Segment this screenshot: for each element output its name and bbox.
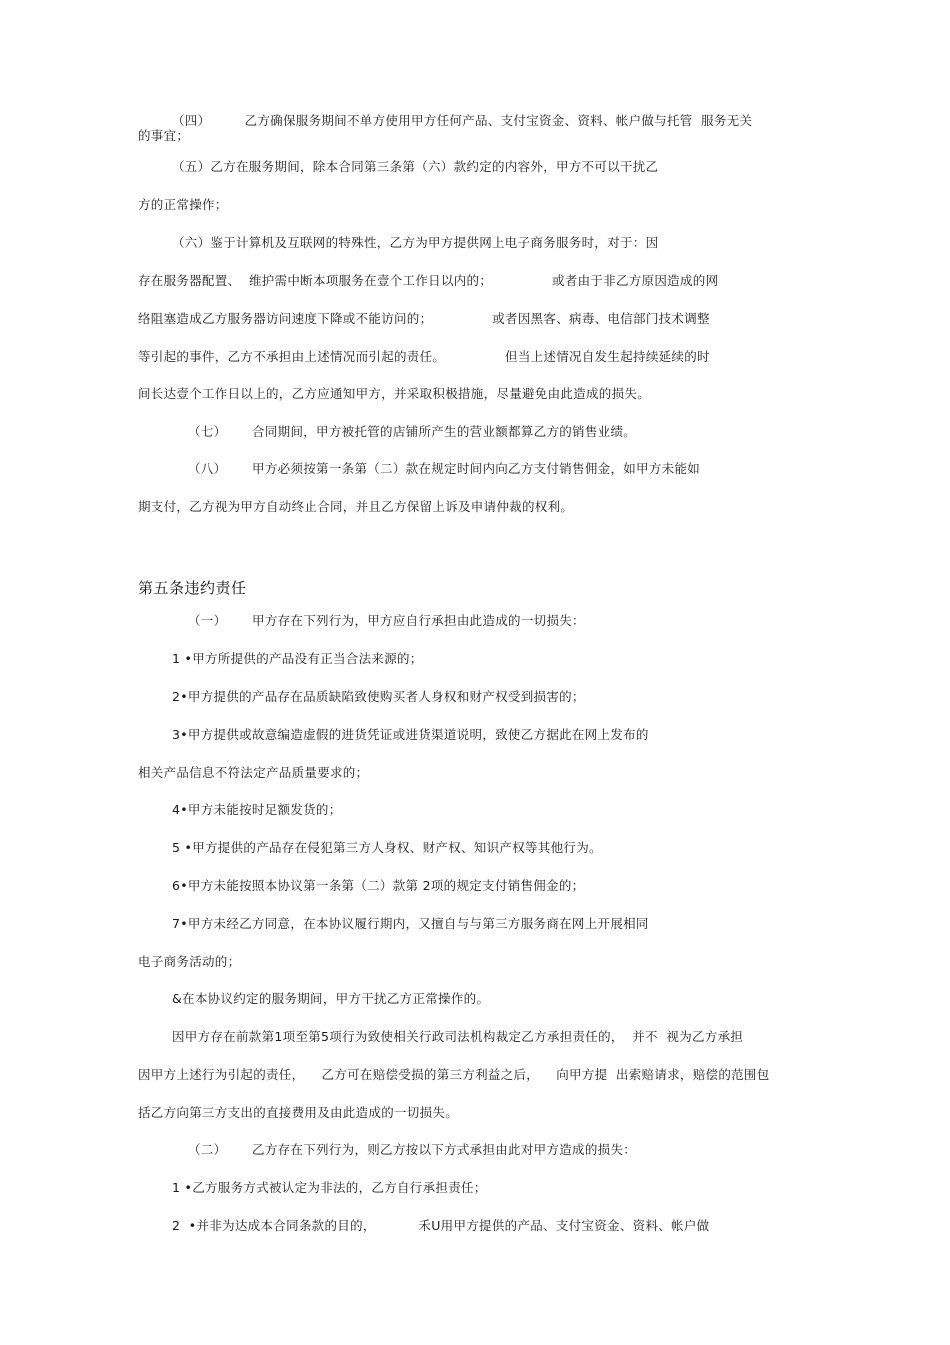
clause-4-6-line-2: 存在服务器配置、 维护需中断本项服务在壹个工作日以内的； 或者由于非乙方原因造成的网 bbox=[138, 273, 719, 288]
clause-4-8-line-2: 期支付，乙方视为甲方自动终止合同，并且乙方保留上诉及申请仲裁的权利。 bbox=[138, 499, 574, 514]
clause-5-2-item-2: 2 •并非为达成本合同条款的目的， 禾U用甲方提供的产品、支付宝资金、资料、帐户做 bbox=[172, 1218, 710, 1233]
clause-5-2-item-1: 1 •乙方服务方式被认定为非法的，乙方自行承担责任； bbox=[172, 1180, 487, 1195]
clause-5-1-item-2: 2•甲方提供的产品存在品质缺陷致使购买者人身权和财产权受到损害的； bbox=[172, 689, 585, 704]
clause-5-1-liability-line-2: 因甲方上述行为引起的责任， 乙方可在赔偿受损的第三方利益之后， 向甲方提 出索赔请求，赔偿的范围包 bbox=[138, 1067, 770, 1082]
clause-5-1-item-1: 1 •甲方所提供的产品没有正当合法来源的； bbox=[172, 651, 423, 666]
clause-5-1-item-8: &在本协议约定的服务期间，甲方干扰乙方正常操作的。 bbox=[172, 991, 490, 1006]
clause-5-2-intro: （二） 乙方存在下列行为，则乙方按以下方式承担由此对甲方造成的损失： bbox=[188, 1142, 637, 1157]
clause-5-1-item-3-line-2: 相关产品信息不符法定产品质量要求的； bbox=[138, 765, 369, 780]
clause-5-1-liability-line-1: 因甲方存在前款第1项至第5项行为致使相关行政司法机构裁定乙方承担责任的， 并不 视为乙方承担 bbox=[172, 1029, 744, 1044]
clause-4-5-line-2: 方的正常操作； bbox=[138, 197, 228, 212]
clause-5-1-item-3-line-1: 3•甲方提供或故意编造虚假的进货凭证或进货渠道说明，致使乙方据此在网上发布的 bbox=[172, 727, 649, 742]
clause-5-1-item-5: 5 •甲方提供的产品存在侵犯第三方人身权、财产权、知识产权等其他行为。 bbox=[172, 840, 602, 855]
clause-4-5-line-1: （五）乙方在服务期间，除本合同第三条第（六）款约定的内容外，甲方不可以干扰乙 bbox=[172, 159, 659, 174]
clause-4-8-line-1: （八） 甲方必须按第一条第（二）款在规定时间内向乙方支付销售佣金，如甲方未能如 bbox=[188, 461, 701, 476]
clause-5-1-item-4: 4•甲方未能按时足额发货的； bbox=[172, 802, 342, 817]
clause-5-1-item-7-line-1: 7•甲方未经乙方同意，在本协议履行期内，又擅自与与第三方服务商在网上开展相同 bbox=[172, 916, 649, 931]
clause-5-1-intro: （一） 甲方存在下列行为，甲方应自行承担由此造成的一切损失： bbox=[188, 613, 585, 628]
clause-4-6-line-3: 络阻塞造成乙方服务器访问速度下降或不能访问的； 或者因黑客、病毒、电信部门技术调整 bbox=[138, 311, 710, 326]
clause-4-6-line-1: （六）鉴于计算机及互联网的特殊性，乙方为甲方提供网上电子商务服务时，对于：因 bbox=[172, 235, 659, 250]
clause-5-1-liability-line-3: 括乙方向第三方支出的直接费用及由此造成的一切损失。 bbox=[138, 1105, 459, 1120]
clause-5-1-item-6: 6•甲方未能按照本协议第一条第（二）款第 2项的规定支付销售佣金的； bbox=[172, 878, 585, 893]
clause-4-4-line-1: （四） 乙方确保服务期间不单方使用甲方任何产品、支付宝资金、资料、帐户做与托管 服务无关 bbox=[172, 113, 753, 128]
clause-4-6-line-5: 间长达壹个工作日以上的，乙方应通知甲方，并采取积极措施，尽量避免由此造成的损失。 bbox=[138, 386, 651, 401]
clause-5-1-item-7-line-2: 电子商务活动的； bbox=[138, 954, 241, 969]
clause-4-7-line-1: （七） 合同期间，甲方被托管的店铺所产生的营业额都算乙方的销售业绩。 bbox=[188, 424, 637, 439]
clause-4-6-line-4: 等引起的事件，乙方不承担由上述情况而引起的责任。 但当上述情况自发生起持续延续的时 bbox=[138, 349, 710, 364]
section-title: 第五条违约责任 bbox=[138, 579, 247, 597]
clause-4-4-line-2: 的事宜； bbox=[138, 128, 190, 143]
